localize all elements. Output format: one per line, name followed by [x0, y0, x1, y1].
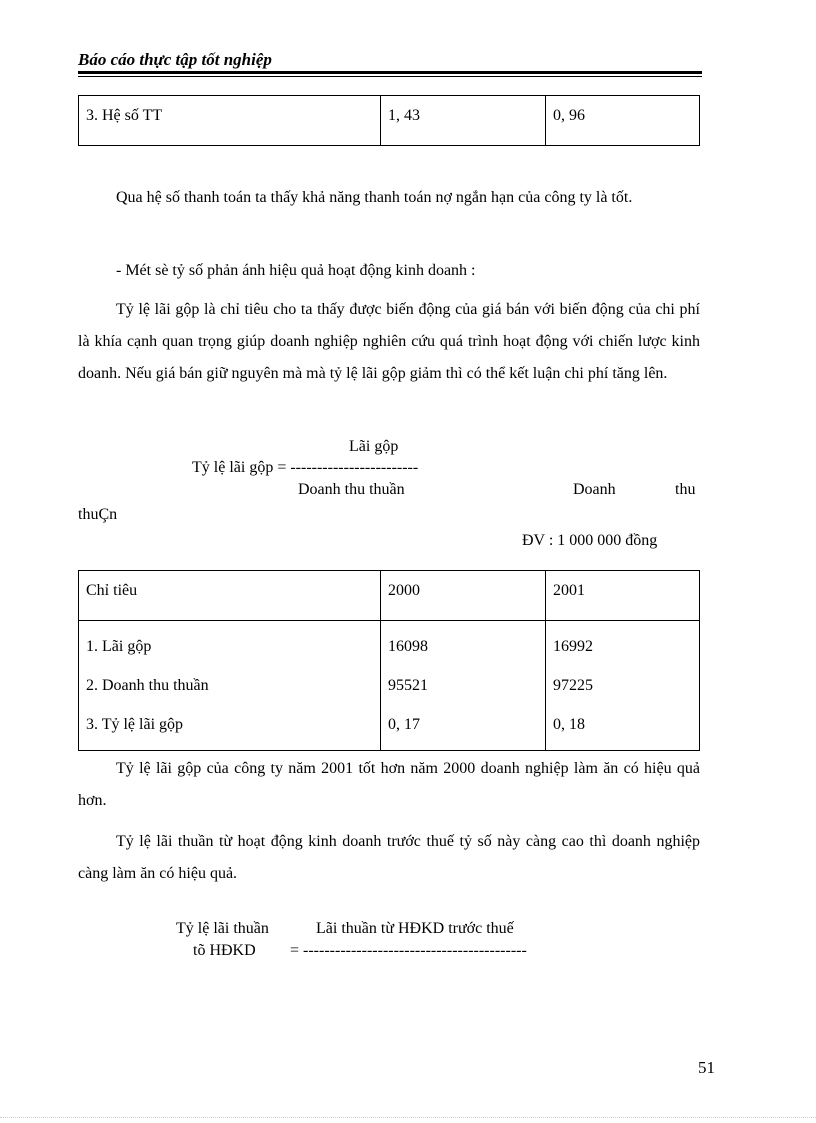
formula1-numerator: Lãi gộp [349, 438, 399, 455]
table-cell-2001: 0, 96 [546, 96, 700, 146]
table-cell-2001-values [546, 621, 700, 751]
row-value-2000: 0, 17 [388, 716, 420, 733]
row-label: 3. Tỷ lệ lãi gộp [86, 716, 184, 733]
table-cell-labels [79, 621, 381, 751]
table-header-2001: 2001 [546, 571, 700, 621]
formula2-numerator: Lãi thuần từ HĐKD trước thuế [316, 920, 514, 937]
row-value-2001: 97225 [553, 677, 593, 694]
table-row [79, 621, 700, 751]
formula1-trail-c: thuÇn [78, 506, 118, 523]
paragraph-gross-margin-conclusion: Tỷ lệ lãi gộp của công ty năm 2001 tốt hơn năm 2000 doanh nghiệp làm ăn có hiệu quả hơn. [78, 760, 700, 809]
row-value-2001: 0, 18 [553, 716, 585, 733]
row-value-2001: 16992 [553, 638, 593, 655]
header-rule-thin [78, 76, 702, 77]
row-label: 2. Doanh thu thuần [86, 677, 209, 694]
paragraph-ratio-intro: - Mét sè tỷ số phản ánh hiệu quả hoạt động kinh doanh : [116, 262, 476, 279]
paragraph-gross-margin-explanation: Tỷ lệ lãi gộp là chỉ tiêu cho ta thấy được biến động của giá bán với biến động của chi phí là khía cạnh quan trọng giúp doanh nghiệp nghiên cứu quá trình hoạt động với chiến lược kinh doanh. Nếu giá bán giữ nguyên mà mà tỷ lệ lãi gộp giảm thì có thể kết luận chi phí tăng lên. [78, 301, 700, 382]
table-cell-2000-values [381, 621, 546, 751]
unit-label: ĐV : 1 000 000 đồng [522, 532, 658, 549]
row-value-2000: 95521 [388, 677, 428, 694]
formula1-trail-b: thu [675, 481, 696, 498]
table-header-label: Chỉ tiêu [79, 571, 381, 621]
formula1-denominator: Doanh thu thuần [298, 481, 405, 498]
document-header-title: Báo cáo thực tập tốt nghiệp [78, 50, 272, 69]
formula1-lhs: Tỷ lệ lãi gộp = ------------------------ [192, 459, 419, 476]
page-bottom-divider [0, 1117, 816, 1118]
paragraph-net-margin-explanation: Tỷ lệ lãi thuần từ hoạt động kinh doanh trước thuế tỷ số này càng cao thì doanh nghiệp càng làm ăn có hiệu quả. [78, 833, 700, 882]
gross-margin-table [78, 570, 700, 751]
formula2-lhs-line1: Tỷ lệ lãi thuần [176, 920, 269, 937]
header-rule-thick [78, 71, 702, 74]
row-value-2000: 16098 [388, 638, 428, 655]
row-label: 1. Lãi gộp [86, 638, 152, 655]
page-number: 51 [698, 1058, 715, 1077]
table-header-2000: 2000 [381, 571, 546, 621]
formula1-trail-a: Doanh [573, 481, 616, 498]
formula2-lhs-line2: tõ HĐKD [193, 942, 256, 959]
paragraph-liquidity-conclusion: Qua hệ số thanh toán ta thấy khả năng thanh toán nợ ngắn hạn của công ty là tốt. [116, 189, 633, 206]
table-header-row [79, 571, 700, 621]
liquidity-table [78, 95, 700, 146]
table-cell-label: 3. Hệ số TT [79, 96, 381, 146]
formula2-rhs-line2: = ------------------------------------------ [290, 942, 527, 959]
table-cell-2000: 1, 43 [381, 96, 546, 146]
table-row [79, 96, 700, 146]
